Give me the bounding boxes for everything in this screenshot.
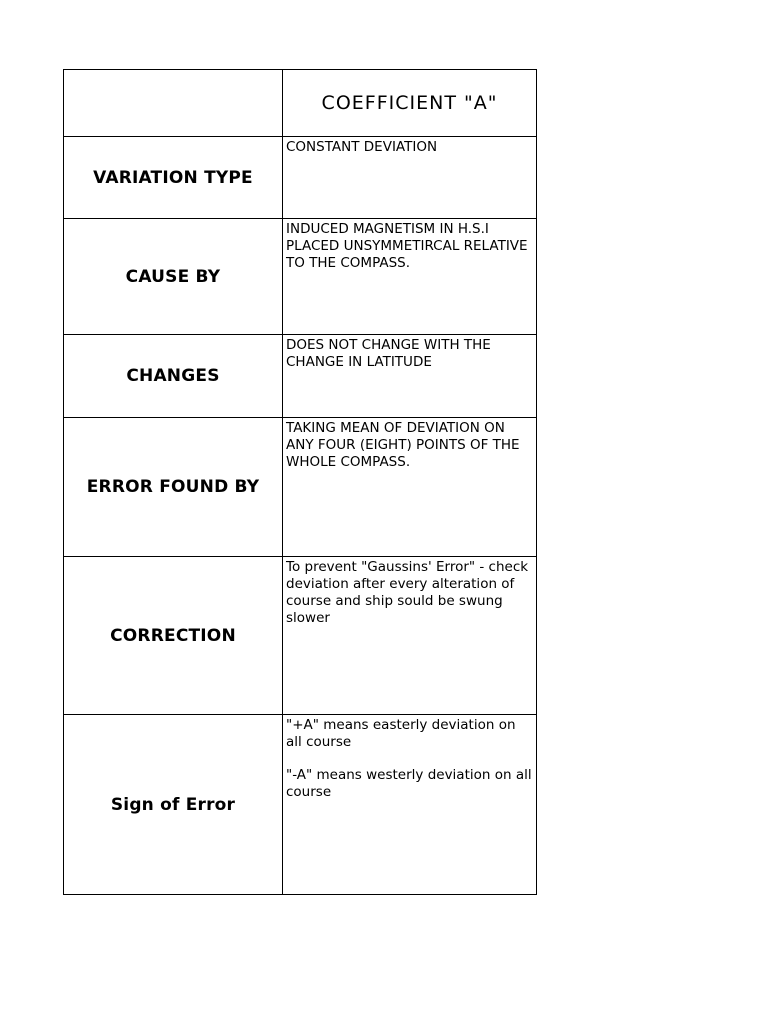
- row-label-variation-type: VARIATION TYPE: [64, 137, 283, 219]
- value-line: "-A" means westerly deviation on all course: [286, 767, 536, 800]
- header-title-cell: COEFFICIENT "A": [283, 70, 537, 137]
- row-value-changes: [283, 335, 537, 418]
- value-line: To prevent "Gaussins' Error" - check deviation after every alteration of course and ship sould be swung slower: [286, 559, 533, 626]
- table-row: [64, 137, 537, 219]
- value-line: "+A" means easterly deviation on all course: [286, 717, 520, 750]
- table-row: [64, 418, 537, 557]
- value-line-spacer: [286, 751, 534, 767]
- table-row: [64, 335, 537, 418]
- row-value-correction: [283, 557, 537, 715]
- value-line: TAKING MEAN OF DEVIATION ON ANY FOUR (EIGHT) POINTS OF THE WHOLE COMPASS.: [286, 420, 524, 470]
- value-line: CONSTANT DEVIATION: [286, 139, 438, 155]
- value-line: DOES NOT CHANGE WITH THE CHANGE IN LATITUDE: [286, 337, 496, 370]
- table-row: [64, 715, 537, 895]
- row-label-sign-of-error: Sign of Error: [64, 715, 283, 895]
- row-value-cause-by: [283, 219, 537, 335]
- row-label-correction: CORRECTION: [64, 557, 283, 715]
- value-line: INDUCED MAGNETISM IN H.S.I PLACED UNSYMMETIRCAL RELATIVE TO THE COMPASS.: [286, 221, 532, 271]
- row-label-changes: CHANGES: [64, 335, 283, 418]
- table-row: [64, 557, 537, 715]
- header-row: [64, 70, 537, 137]
- coefficient-a-table: [63, 69, 537, 895]
- header-empty-cell: [64, 70, 283, 137]
- table-row: [64, 219, 537, 335]
- row-label-cause-by: CAUSE BY: [64, 219, 283, 335]
- row-value-error-found-by: [283, 418, 537, 557]
- row-value-sign-of-error: [283, 715, 537, 895]
- row-label-error-found-by: ERROR FOUND BY: [64, 418, 283, 557]
- row-value-variation-type: [283, 137, 537, 219]
